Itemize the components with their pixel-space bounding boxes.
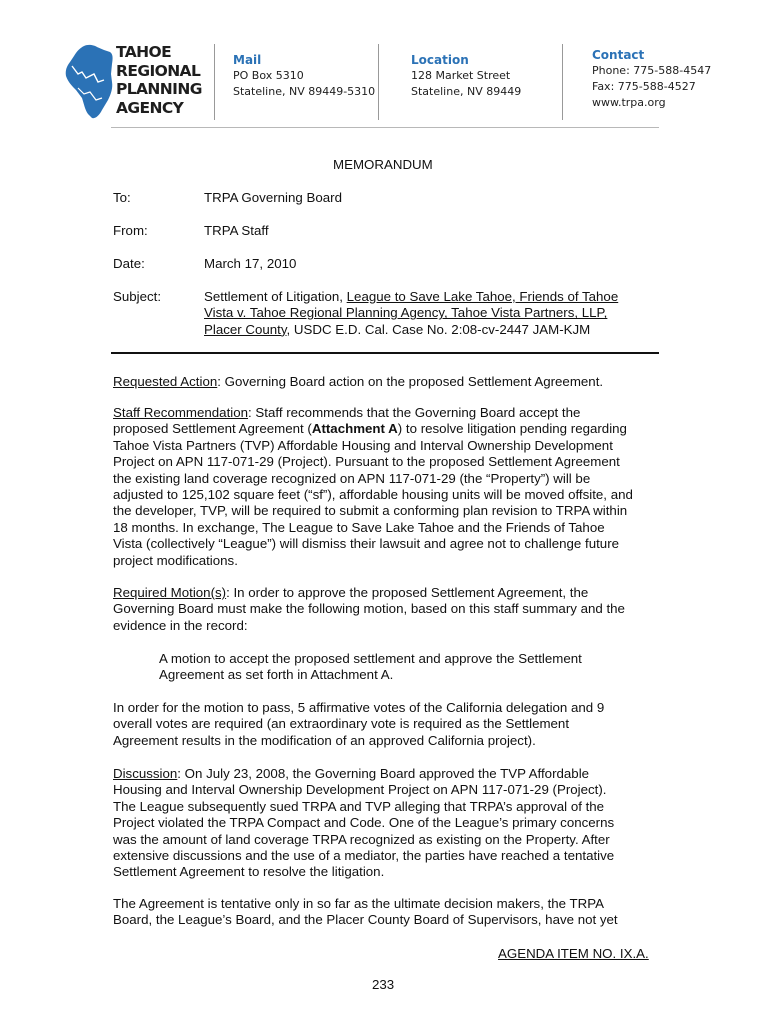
letterhead-divider — [378, 44, 379, 120]
location-address-block: Location 128 Market Street Stateline, NV 89449 — [411, 53, 522, 98]
mail-address-block: Mail PO Box 5310 Stateline, NV 89449-5310 — [233, 53, 376, 98]
subject-line-3: Placer County, USDC E.D. Cal. Case No. 2:08-cv-2447 JAM-KJM — [204, 321, 591, 337]
agency-logo-text: TAHOE REGIONAL PLANNING AGENCY — [116, 43, 202, 117]
agreement-paragraph: The Agreement is tentative only in so far as the ultimate decision makers, the TRPA Board, the League’s Board, and the Placer County Board of Supervisors, have not yet — [113, 896, 618, 928]
letterhead-rule — [111, 127, 659, 128]
motion-quote: A motion to accept the proposed settlement and approve the Settlement Agreement as set forth in Attachment A. — [159, 651, 582, 683]
discussion-paragraph: Discussion: On July 23, 2008, the Governing Board approved the TVP Affordable Housing and Interval Ownership Development Project on APN 117-071-29 (Project). The League subsequently sued TRPA and TVP alleging that TRPA’s approval of the Project violated the TRPA Compact and Code. One of the League’s primary concerns was the amount of land coverage TRPA recognized as existing on the Property. After extensive discussions and the use of a mediator, the parties have reached a tentative Settlement Agreement to resolve the litigation. — [113, 766, 615, 880]
contact-block: Contact Phone: 775-588-4547 Fax: 775-588-4527 www.trpa.org — [592, 48, 712, 109]
date-value: March 17, 2010 — [204, 256, 297, 271]
to-value: TRPA Governing Board — [204, 190, 342, 205]
to-label: To: — [113, 190, 131, 205]
letterhead-divider — [562, 44, 563, 120]
page-number: 233 — [372, 977, 395, 992]
memo-title: MEMORANDUM — [333, 157, 433, 172]
staff-recommendation-paragraph: Staff Recommendation: Staff recommends that the Governing Board accept the proposed Settlement Agreement (Attachment A) to resolve litigation pending regarding Tahoe Vista Partners (TVP) Affordable Housing and Interval Ownership Development Project on APN 117-071-29 (Project). Pursuant to the proposed Settlement Agreement the existing land coverage recognized on APN 117-071-29 (the “Property”) will be adjusted to 125,102 square feet (“sf”), affordable housing units will be moved offsite, and the developer, TVP, will be required to submit a conforming plan revision to TRPA within 18 months. In exchange, The League to Save Lake Tahoe and the Friends of Tahoe Vista (collectively “League”) will dismiss their lawsuit and agree not to challenge future project modifications. — [113, 405, 633, 568]
date-label: Date: — [113, 256, 145, 271]
votes-paragraph: In order for the motion to pass, 5 affirmative votes of the California delegation and 9 overall votes are required (an extraordinary vote is required as the Settlement Agreement results in the modification of an approved California project). — [113, 700, 605, 748]
subject-line-1: Settlement of Litigation, League to Save Lake Tahoe, Friends of Tahoe — [204, 289, 619, 304]
from-label: From: — [113, 223, 148, 238]
header-divider — [111, 352, 659, 354]
requested-action: Requested Action: Governing Board action on the proposed Settlement Agreement. — [113, 374, 604, 389]
from-value: TRPA Staff — [204, 223, 269, 238]
lake-tahoe-logo-icon — [64, 44, 114, 120]
subject-label: Subject: — [113, 289, 162, 304]
required-motion-paragraph: Required Motion(s): In order to approve the proposed Settlement Agreement, the Governing Board must make the following motion, based on this staff summary and the evidence in the record: — [113, 585, 625, 633]
letterhead-divider — [214, 44, 215, 120]
agenda-item-number: AGENDA ITEM NO. IX.A. — [498, 946, 649, 961]
subject-line-2: Vista v. Tahoe Regional Planning Agency, Tahoe Vista Partners, LLP, — [204, 305, 608, 321]
